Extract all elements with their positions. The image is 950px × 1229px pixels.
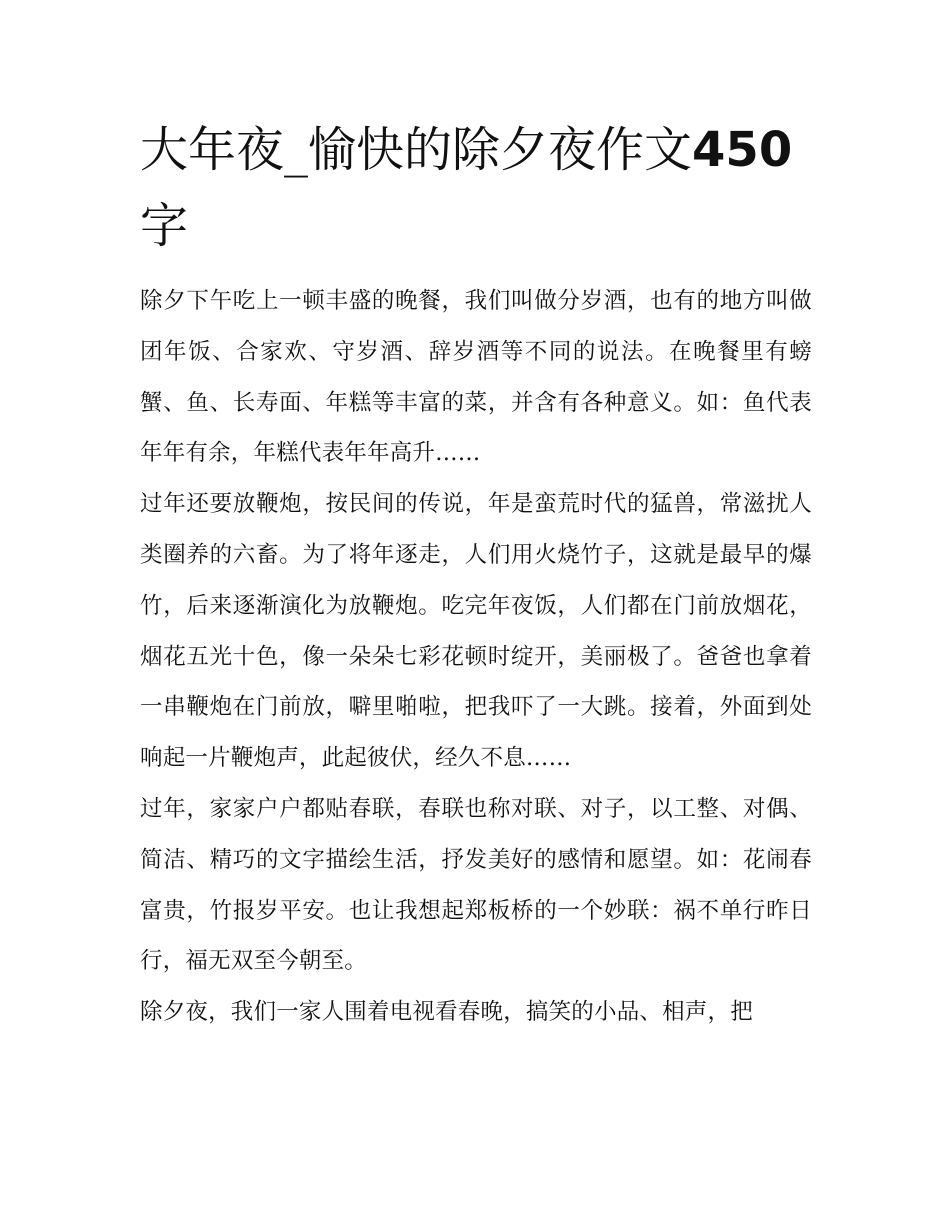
title-text: 大年夜_愉快的除夕夜作文 [140, 122, 693, 178]
paragraph-dinner: 除夕下午吃上一顿丰盛的晚餐，我们叫做分岁酒，也有的地方叫做团年饭、合家欢、守岁酒、辞岁酒等不同的说法。在晚餐里有螃蟹、鱼、长寿面、年糕等丰富的菜，并含有各种意义。如：鱼代表年年有余，年糕代表年年高升…… [140, 288, 812, 467]
paragraph-couplets: 过年，家家户户都贴春联，春联也称对联、对子，以工整、对偶、简洁、精巧的文字描绘生活，抒发美好的感情和愿望。如：花闹春富贵，竹报岁平安。也让我想起郑板桥的一个妙联：祸不单行昨日行，福无双至今朝至。 [140, 795, 812, 975]
title-suffix: 字 [140, 198, 189, 254]
document-content [140, 112, 812, 1038]
title-number: 450 [692, 122, 793, 178]
paragraph-firecrackers: 过年还要放鞭炮，按民间的传说，年是蛮荒时代的猛兽，常滋扰人类圈养的六畜。为了将年逐走，人们用火烧竹子，这就是最早的爆竹，后来逐渐演化为放鞭炮。吃完年夜饭，人们都在门前放烟花，烟花五光十色，像一朵朵七彩花顿时绽开，美丽极了。爸爸也拿着一串鞭炮在门前放，噼里啪啦，把我吓了一大跳。接着，外面到处响起一片鞭炮声，此起彼伏，经久不息…… [140, 491, 812, 772]
document-title [140, 112, 812, 264]
paragraph-spring-gala: 除夕夜，我们一家人围着电视看春晚，搞笑的小品、相声，把 [140, 999, 753, 1026]
